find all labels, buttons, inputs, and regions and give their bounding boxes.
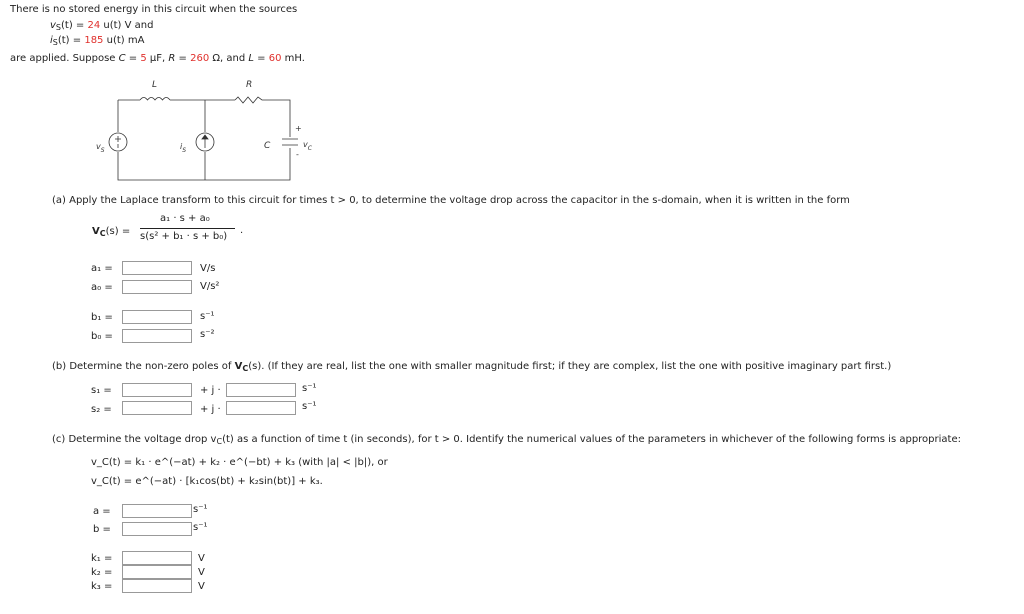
s1-real-input[interactable]: [122, 383, 192, 397]
fraction-period: .: [240, 225, 244, 236]
s1-imag-input[interactable]: [226, 383, 296, 397]
part-a-text: (a) Apply the Laplace transform to this circuit for times t > 0, to determine the voltage drop across the capacitor in the s-domain, when it is written in the form: [52, 195, 850, 206]
fraction-numerator: a₁ · s + a₀: [160, 213, 210, 224]
s2-imag-input[interactable]: [226, 401, 296, 415]
b-input[interactable]: [122, 522, 192, 536]
vs-definition: $v_S(t) = 24$ u(t) V and: [50, 20, 154, 32]
s2-label: s₂ =: [91, 404, 112, 415]
s2-unit: s⁻¹: [302, 401, 317, 412]
b0-label: b₀ =: [91, 331, 113, 342]
intro-line-1: There is no stored energy in this circuit when the sources: [10, 4, 298, 15]
is-definition: $i_S(t) = 185$ u(t) mA: [50, 35, 145, 47]
a-input[interactable]: [122, 504, 192, 518]
fraction-bar: [140, 228, 235, 229]
vc-plus: +: [295, 124, 302, 133]
a1-unit: V/s: [200, 263, 216, 274]
b0-input[interactable]: [122, 329, 192, 343]
k1-unit: V: [198, 553, 205, 564]
vc-s-lhs: $V_C(s)$ =: [92, 226, 131, 238]
capacitor-symbol: [282, 139, 298, 145]
k1-label: k₁ =: [91, 553, 113, 564]
k3-input[interactable]: [122, 579, 192, 593]
a1-label: a₁ =: [91, 263, 113, 274]
a-label: a =: [93, 506, 111, 517]
b1-label: b₁ =: [91, 312, 113, 323]
k2-input[interactable]: [122, 565, 192, 579]
fraction-denominator: s(s² + b₁ · s + b₀): [140, 231, 228, 242]
vc-label: $v_C$: [303, 140, 312, 152]
resistor-symbol: [235, 97, 265, 103]
resistor-label: R: [246, 80, 253, 90]
inductor-label: L: [152, 80, 158, 90]
component-values: are applied. Suppose C = 5 μF, R = 260 Ω, and L = 60 mH.: [10, 53, 305, 64]
k2-unit: V: [198, 567, 205, 578]
form-2: v_C(t) = e^(−at) · [k₁cos(bt) + k₂sin(bt)] + k₃.: [91, 476, 323, 487]
s2-real-input[interactable]: [122, 401, 192, 415]
a0-input[interactable]: [122, 280, 192, 294]
b1-input[interactable]: [122, 310, 192, 324]
is-label: $i_S$: [180, 142, 187, 154]
a-unit: s⁻¹: [193, 504, 208, 515]
inductor-symbol: [140, 98, 170, 101]
part-b-text: (b) Determine the non-zero poles of $V_C(s)$. (If they are real, list the one with smaller magnitude first; if they are complex, list the one with positive imaginary part first.): [52, 361, 892, 373]
vc-minus: -: [296, 150, 299, 159]
part-c-text: (c) Determine the voltage drop $v_C(t)$ as a function of time t (in seconds), for t > 0. Identify the numerical values of the parameters in whichever of the following forms is appropriate:: [52, 434, 961, 446]
b-unit: s⁻¹: [193, 522, 208, 533]
circuit-diagram: [90, 75, 330, 185]
k3-unit: V: [198, 581, 205, 592]
k1-input[interactable]: [122, 551, 192, 565]
s1-j: + j ·: [200, 385, 221, 396]
form-1: v_C(t) = k₁ · e^(−at) + k₂ · e^(−bt) + k₃ (with |a| < |b|), or: [91, 457, 388, 468]
a0-label: a₀ =: [91, 282, 113, 293]
b0-unit: s⁻²: [200, 329, 215, 340]
capacitor-label: C: [264, 141, 271, 151]
k2-label: k₂ =: [91, 567, 113, 578]
b-label: b =: [93, 524, 111, 535]
b1-unit: s⁻¹: [200, 311, 215, 322]
s1-unit: s⁻¹: [302, 383, 317, 394]
a0-unit: V/s²: [200, 281, 220, 292]
k3-label: k₃ =: [91, 581, 113, 592]
a1-input[interactable]: [122, 261, 192, 275]
s1-label: s₁ =: [91, 385, 112, 396]
vs-label: $v_S$: [96, 142, 105, 154]
s2-j: + j ·: [200, 404, 221, 415]
